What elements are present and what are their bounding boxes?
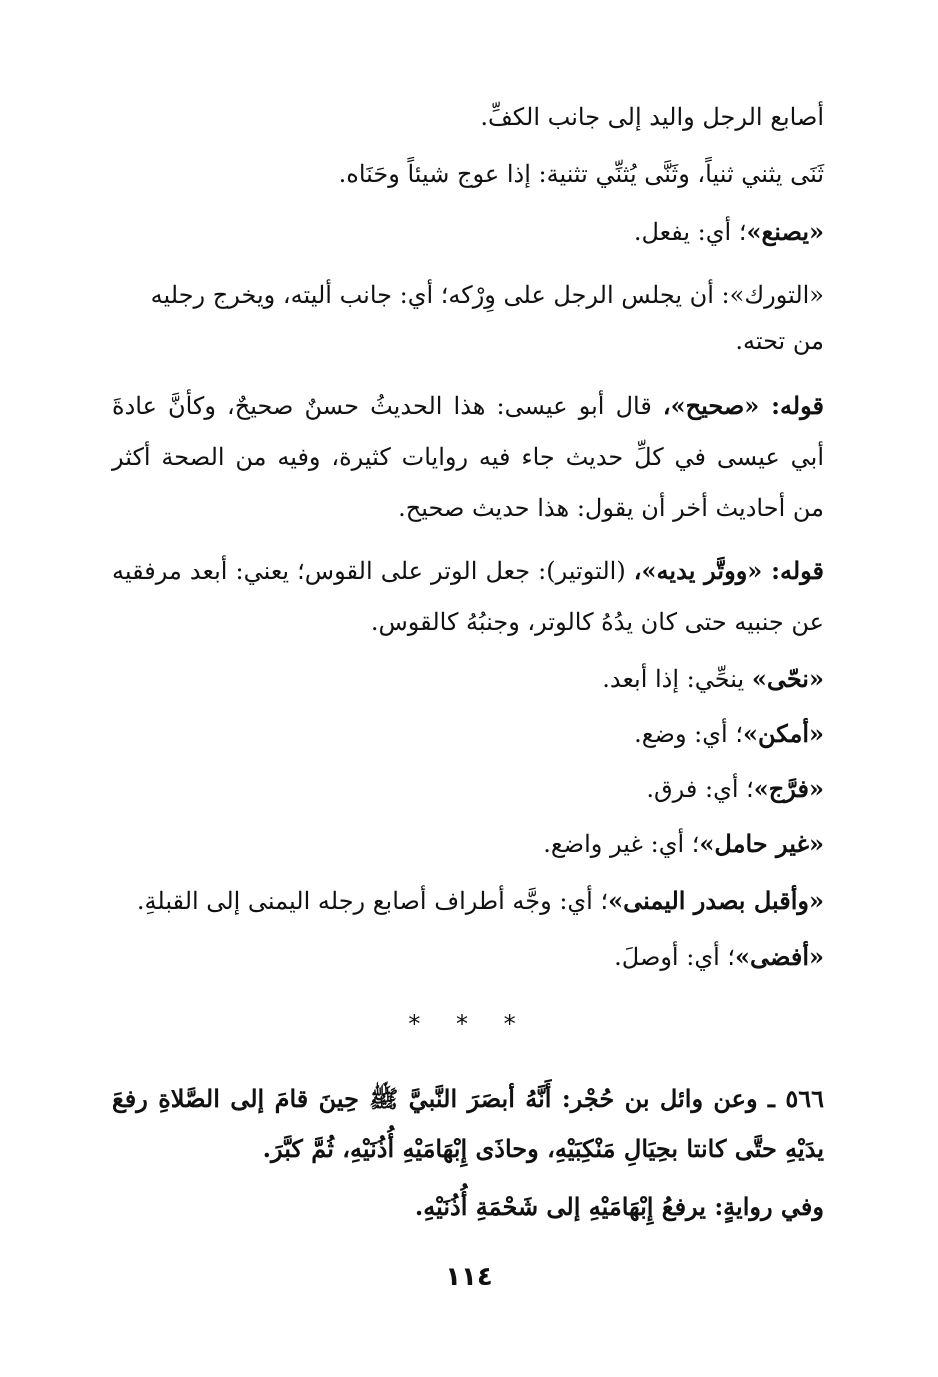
- page-number: ١١٤: [445, 1262, 493, 1292]
- text-line: [112, 98, 824, 136]
- hadith-variant: [112, 1188, 824, 1226]
- line-text: ثَنَى يثني ثنياً، وثَنَّى يُثنِّي تثنية: إذا عوج شيئاً وحَنَاه.: [338, 160, 824, 188]
- commentary-text: (التوتير): جعل الوتر على القوس؛ يعني: أبعد مرفقيه عن جنبيه حتى كان يدُهُ كالوتر، وجنبُهُ كالقوس.: [112, 557, 824, 636]
- gloss-term: «نحّى»: [751, 664, 824, 693]
- gloss-term: «غير حامل»: [699, 829, 824, 858]
- gloss-line: [112, 882, 824, 920]
- gloss-definition: ؛ أي: أوصلَ.: [614, 943, 736, 971]
- line-text: من تحته.: [735, 327, 824, 355]
- text-line: [112, 322, 824, 360]
- commentary-paragraph: [112, 545, 824, 648]
- gloss-line: [112, 825, 824, 863]
- gloss-definition: ؛ أي: غير واضع.: [543, 830, 700, 858]
- hadith-text: ٥٦٦ ـ وعن وائل بن حُجْر: أَنَّهُ أبصَرَ النَّبيَّ ﷺ حِينَ قامَ إلى الصَّلاةِ رفعَ يدَيْهِ حتَّى كانتا بحِيَالِ مَنْكِبَيْهِ، وحاذَى إِبْهَامَيْهِ أُذُنَيْهِ، ثُمَّ كبَّرَ.: [112, 1084, 824, 1163]
- gloss-term: «أفضى»: [735, 942, 824, 971]
- gloss-line: [112, 938, 824, 976]
- gloss-term: «أمكن»: [742, 719, 824, 748]
- gloss-line: [112, 770, 824, 808]
- gloss-term: «فرَّج»: [753, 774, 824, 803]
- hadith-variant-text: وفي روايةٍ: يرفعُ إِبْهَامَيْهِ إلى شَحْمَةِ أُذُنَيْهِ.: [414, 1192, 824, 1221]
- gloss-definition: ؛ أي: وضع.: [634, 720, 743, 748]
- gloss-line: [112, 660, 824, 698]
- commentary-term: قوله: «صحيح»،: [662, 391, 824, 420]
- line-text: «التورك»: أن يجلس الرجل على وِرْكه؛ أي: جانب أليته، ويخرج رجليه: [150, 281, 824, 309]
- text-line: [112, 276, 824, 314]
- gloss-definition: ؛ أي: فرق.: [646, 775, 754, 803]
- gloss-line: [112, 213, 824, 251]
- gloss-line: [112, 715, 824, 753]
- section-divider: * * *: [408, 1010, 530, 1038]
- hadith-paragraph: [112, 1074, 824, 1174]
- gloss-term: «وأقبل بصدر اليمنى»: [608, 886, 824, 915]
- commentary-term: قوله: «ووتَّر يديه»،: [633, 556, 824, 585]
- text-line: [112, 155, 824, 193]
- line-text: أصابع الرجل واليد إلى جانب الكفِّ.: [480, 103, 824, 131]
- commentary-paragraph: [112, 380, 824, 534]
- gloss-definition: ؛ أي: وجَّه أطراف أصابع رجله اليمنى إلى القبلةِ.: [136, 887, 609, 915]
- commentary-text: قال أبو عيسى: هذا الحديثُ حسنٌ صحيحٌ، وكأنَّ عادةَ أبي عيسى في كلِّ حديث جاء فيه روايات كثيرة، وفيه من الصحة أكثر من أحاديث أخر أن يقول: هذا حديث صحيح.: [112, 392, 824, 522]
- gloss-definition: ينحِّي: إذا أبعد.: [602, 665, 752, 693]
- gloss-definition: ؛ أي: يفعل.: [633, 218, 747, 246]
- gloss-term: «يصنع»: [746, 217, 824, 246]
